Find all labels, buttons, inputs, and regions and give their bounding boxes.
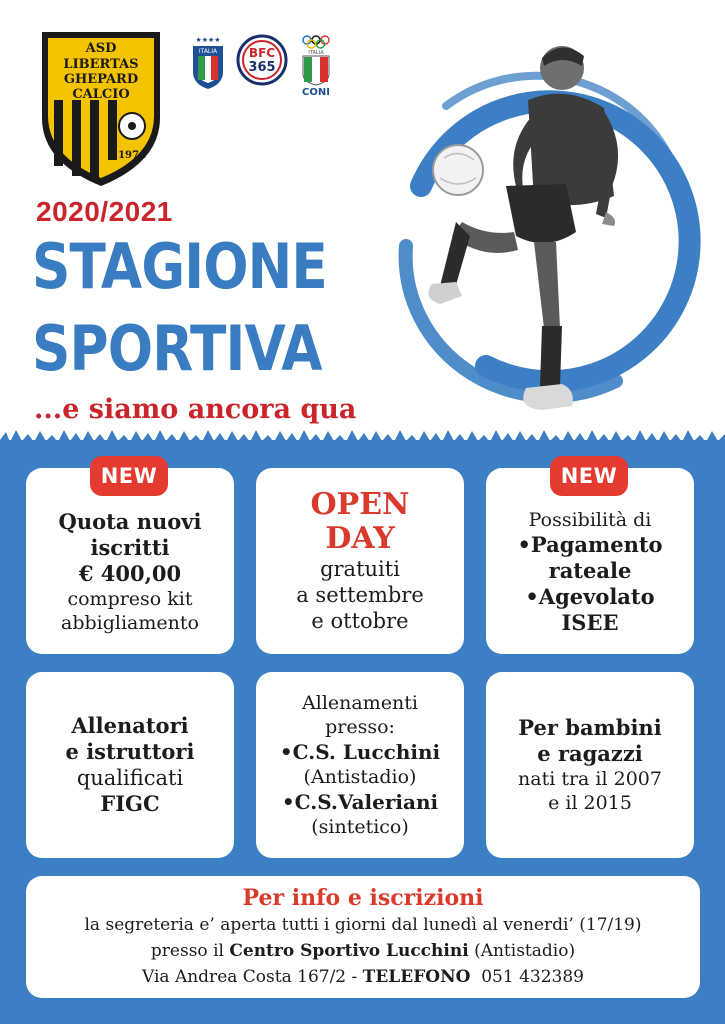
card-open-day bbox=[256, 468, 464, 654]
bambini-line3: nati tra il 2007 bbox=[518, 768, 662, 790]
crest-asd: ASD bbox=[85, 41, 117, 56]
bfc-line1: BFC bbox=[248, 46, 276, 60]
pagamento-line5: ISEE bbox=[561, 610, 619, 635]
info-line1: la segreteria e’ aperta tutti i giorni dal lunedì al venerdi’ (17/19) bbox=[84, 915, 642, 935]
open-day-line4: a settembre bbox=[296, 583, 424, 607]
open-day-line5: e ottobre bbox=[311, 609, 409, 633]
card-allenamenti bbox=[256, 672, 464, 858]
quota-price: € 400,00 bbox=[78, 561, 182, 586]
open-day-line2: DAY bbox=[325, 521, 395, 556]
info-line2 bbox=[151, 938, 575, 964]
open-day-line1: OPEN bbox=[310, 487, 410, 522]
title-line-2: SPORTIVA bbox=[32, 312, 322, 385]
sponsor-logos bbox=[190, 34, 334, 96]
allenatori-line3: qualificati bbox=[76, 766, 184, 790]
crest-line1: LIBERTAS bbox=[63, 57, 139, 72]
pagamento-line2: •Pagamento bbox=[517, 532, 663, 557]
quota-line1: Quota nuovi bbox=[58, 509, 202, 534]
coni-logo bbox=[298, 34, 334, 96]
bambini-line1: Per bambini bbox=[518, 715, 662, 740]
coni-text: CONI bbox=[302, 87, 330, 96]
open-day-line3: gratuiti bbox=[320, 557, 400, 581]
info-line2-suffix: (Antistadio) bbox=[468, 941, 576, 961]
info-phone-number: 051 432389 bbox=[470, 967, 584, 987]
grass-edge-decoration bbox=[0, 426, 725, 452]
info-telefono-label: TELEFONO bbox=[362, 967, 471, 987]
season-label: 2020/2021 bbox=[36, 196, 173, 227]
allenatori-line1: Allenatori bbox=[71, 713, 189, 738]
card-bambini-ragazzi bbox=[486, 672, 694, 858]
allenamenti-line5: •C.S.Valeriani bbox=[281, 790, 439, 814]
info-line3 bbox=[142, 964, 584, 990]
new-badge-left: NEW bbox=[90, 456, 168, 496]
crest-line2: GHEPARD bbox=[63, 72, 139, 87]
coni-small: ITALIA bbox=[308, 50, 324, 56]
svg-text:★★★★: ★★★★ bbox=[195, 36, 221, 44]
title-line-1: STAGIONE bbox=[32, 230, 328, 303]
info-line2-prefix: presso il bbox=[150, 941, 230, 961]
bambini-line4: e il 2015 bbox=[548, 792, 632, 814]
allenamenti-line2: presso: bbox=[325, 716, 395, 738]
info-title: Per info e iscrizioni bbox=[242, 885, 484, 911]
quota-line4: abbigliamento bbox=[61, 612, 199, 634]
pagamento-line1: Possibilità di bbox=[528, 509, 652, 531]
bfc-line2: 365 bbox=[248, 60, 276, 75]
crest-year: 1974 bbox=[118, 150, 146, 161]
tagline: ...e siamo ancora qua bbox=[34, 394, 357, 425]
crest-line3: CALCIO bbox=[72, 87, 130, 102]
allenamenti-line4: (Antistadio) bbox=[303, 766, 417, 788]
hero-player-illustration bbox=[366, 36, 706, 426]
quota-line3: compreso kit bbox=[67, 588, 193, 610]
card-allenatori bbox=[26, 672, 234, 858]
allenamenti-line1: Allenamenti bbox=[302, 692, 418, 714]
allenamenti-line3: •C.S. Lucchini bbox=[279, 740, 441, 764]
info-centro-sportivo: Centro Sportivo Lucchini bbox=[229, 941, 469, 961]
allenatori-line2: e istruttori bbox=[65, 739, 195, 764]
club-crest-logo bbox=[38, 26, 164, 190]
new-badge-right: NEW bbox=[550, 456, 628, 496]
info-address: Via Andrea Costa 167/2 - bbox=[142, 967, 363, 987]
card-info-iscrizioni bbox=[26, 876, 700, 998]
bambini-line2: e ragazzi bbox=[537, 741, 643, 766]
figc-text: ITALIA bbox=[198, 48, 218, 55]
bfc-365-logo bbox=[236, 34, 288, 86]
figc-logo bbox=[190, 34, 226, 90]
pagamento-line3: rateale bbox=[548, 558, 632, 583]
quota-line2: iscritti bbox=[90, 535, 170, 560]
pagamento-line4: •Agevolato bbox=[525, 584, 655, 609]
allenamenti-line6: (sintetico) bbox=[311, 816, 409, 838]
allenatori-line4: FIGC bbox=[100, 791, 160, 816]
